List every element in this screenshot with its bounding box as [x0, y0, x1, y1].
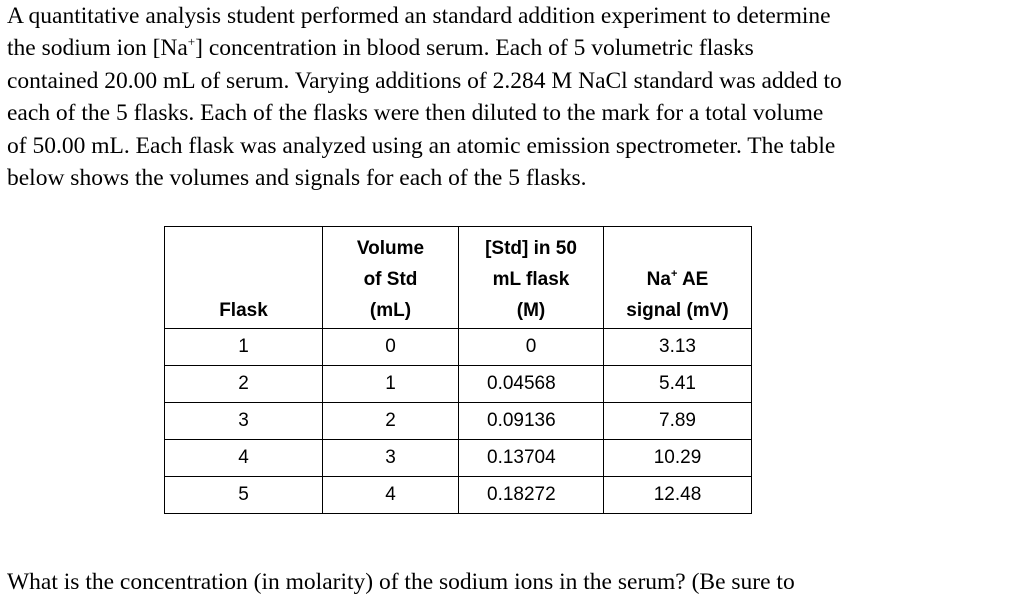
header-std-concentration: [Std] in 50 mL flask (M) — [459, 227, 604, 329]
cell-flask: 2 — [165, 366, 323, 403]
statement-text: the sodium ion [Na — [7, 35, 188, 62]
data-table — [164, 226, 752, 514]
header-flask: Flask — [165, 227, 323, 329]
statement-line: of 50.00 mL. Each flask was analyzed using an atomic emission spectrometer. The table — [7, 132, 836, 159]
cell-volume: 4 — [323, 477, 459, 514]
statement-line — [7, 32, 1019, 64]
cell-flask: 4 — [165, 440, 323, 477]
cell-volume: 1 — [323, 366, 459, 403]
cell-signal: 10.29 — [604, 440, 752, 477]
table-row — [165, 440, 752, 477]
statement-line: below shows the volumes and signals for each of the 5 flasks. — [7, 165, 587, 192]
superscript-plus: + — [187, 34, 196, 50]
table-row — [165, 403, 752, 440]
table-row — [165, 477, 752, 514]
cell-flask: 5 — [165, 477, 323, 514]
cell-signal: 3.13 — [604, 329, 752, 366]
statement-line: A quantitative analysis student performed an standard addition experiment to determine — [7, 3, 831, 29]
table-row — [165, 329, 752, 366]
statement-text: ] concentration in blood serum. Each of 5 volumetric flasks — [195, 35, 754, 62]
cell-signal: 7.89 — [604, 403, 752, 440]
cell-volume: 0 — [323, 329, 459, 366]
cell-std: 0.09136 — [459, 403, 604, 440]
cell-std: 0.04568 — [459, 366, 604, 403]
statement-line: contained 20.00 mL of serum. Varying additions of 2.284 M NaCl standard was added to — [7, 67, 842, 94]
cell-flask: 3 — [165, 403, 323, 440]
table-header-row — [165, 227, 752, 329]
cell-signal: 5.41 — [604, 366, 752, 403]
table-row — [165, 366, 752, 403]
cell-flask: 1 — [165, 329, 323, 366]
cell-std: 0.13704 — [459, 440, 604, 477]
problem-statement — [7, 0, 1019, 194]
question-text: What is the concentration (in molarity) of the sodium ions in the serum? (Be sure to — [7, 569, 795, 595]
header-volume: Volume of Std (mL) — [323, 227, 459, 329]
header-signal: Na+ AE signal (mV) — [604, 227, 752, 329]
cell-std: 0.18272 — [459, 477, 604, 514]
cell-std: 0 — [459, 329, 604, 366]
cell-volume: 2 — [323, 403, 459, 440]
cell-signal: 12.48 — [604, 477, 752, 514]
statement-line: each of the 5 flasks. Each of the flasks were then diluted to the mark for a total volume — [7, 100, 824, 127]
cell-volume: 3 — [323, 440, 459, 477]
